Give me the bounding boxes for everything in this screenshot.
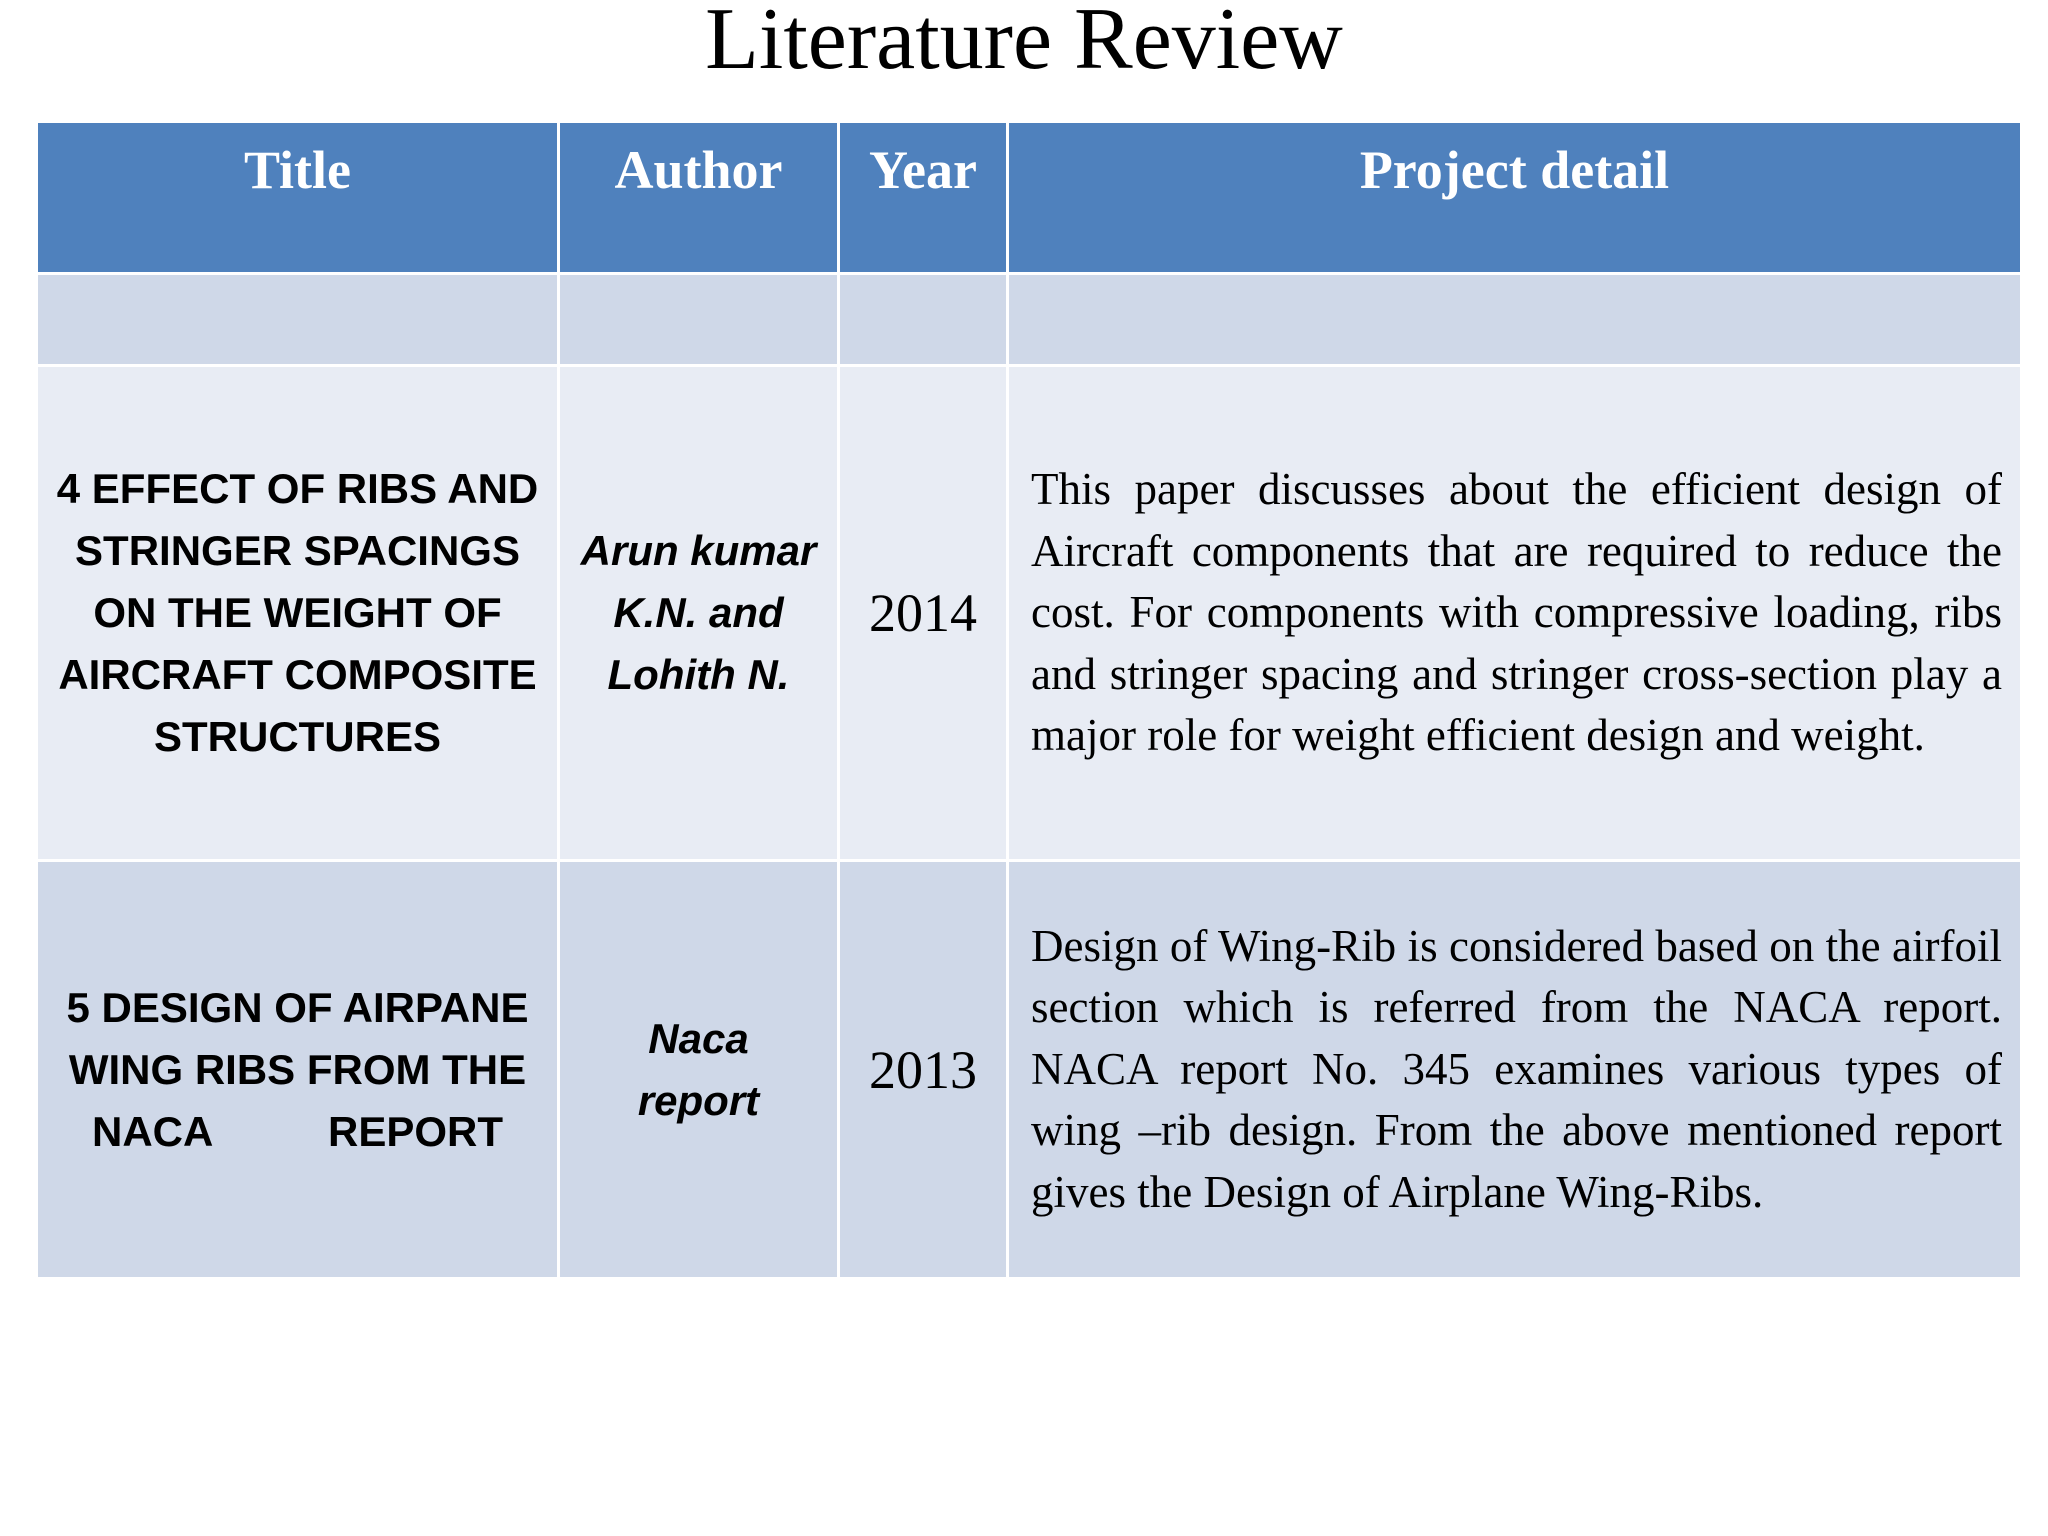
blank-cell xyxy=(839,274,1008,366)
row-title-line: AIRCRAFT COMPOSITE xyxy=(58,651,537,698)
literature-review-table xyxy=(35,120,2023,1280)
row-title-line: NACA REPORT xyxy=(92,1107,503,1155)
row-detail-cell: This paper discusses about the efficient design of Aircraft components that are required to reduce the cost. For components with compressive loading, ribs and stringer spacing and stringer cross-section play a major role for weight efficient design and weight. xyxy=(1008,366,2022,861)
row-title-cell xyxy=(37,366,559,861)
blank-cell xyxy=(1008,274,2022,366)
table-row xyxy=(37,861,2022,1279)
header-year: Year xyxy=(839,122,1008,274)
table-row xyxy=(37,366,2022,861)
row-title-line: STRUCTURES xyxy=(153,713,441,760)
row-author-cell: Arun kumar K.N. and Lohith N. xyxy=(559,366,839,861)
row-title-cell xyxy=(37,861,559,1279)
row-title-line: ON THE WEIGHT OF xyxy=(93,589,502,636)
row-detail-cell: Design of Wing-Rib is considered based on the airfoil section which is referred from the NACA report. NACA report No. 345 examines various types of wing –rib design. From the above mentioned report gives the Design of Airplane Wing-Ribs. xyxy=(1008,861,2022,1279)
blank-cell xyxy=(559,274,839,366)
row-title-line: STRINGER SPACINGS xyxy=(75,527,520,574)
header-project-detail: Project detail xyxy=(1008,122,2022,274)
table-blank-row xyxy=(37,274,2022,366)
row-year-cell: 2014 xyxy=(839,366,1008,861)
row-year-cell: 2013 xyxy=(839,861,1008,1279)
blank-cell xyxy=(37,274,559,366)
slide-title: Literature Review xyxy=(705,0,1343,88)
row-title-line: 5 DESIGN OF AIRPANE xyxy=(66,983,529,1031)
row-title-line: 4 EFFECT OF RIBS AND xyxy=(56,465,539,512)
header-author: Author xyxy=(559,122,839,274)
row-author-cell: Naca report xyxy=(559,861,839,1279)
table-header-row xyxy=(37,122,2022,274)
row-title-line: WING RIBS FROM THE xyxy=(68,1045,527,1093)
header-title: Title xyxy=(37,122,559,274)
